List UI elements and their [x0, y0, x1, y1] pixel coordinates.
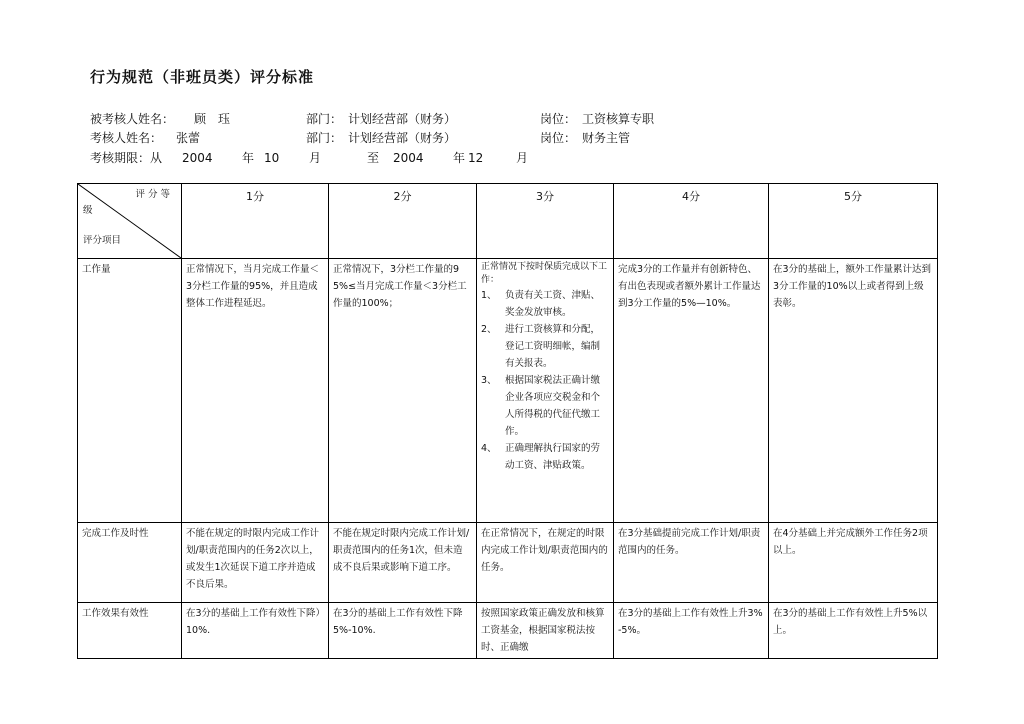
period-to-year: 2004 — [393, 151, 424, 165]
list-item-number: 3、 — [481, 375, 497, 386]
examinee-dept-label: 部门： — [306, 112, 343, 126]
list-item-number: 2、 — [481, 324, 497, 335]
period-label: 考核期限：从 — [90, 151, 163, 165]
examiner-name-label: 考核人姓名： — [90, 131, 163, 145]
list-item-text: 根据国家税法正确计缴企业各项应交税金和个人所得税的代征代缴工作。 — [505, 375, 601, 437]
examinee-name-label: 被考核人姓名： — [90, 112, 175, 126]
examiner-dept-label: 部门： — [306, 131, 343, 145]
examiner-post-label: 岗位： — [540, 131, 577, 145]
period-month-char-1: 月 — [309, 151, 322, 165]
workload-list-intro: 正常情况下按时保质完成以下工作： — [481, 262, 608, 285]
cell-timeliness-3: 在正常情况下，在规定的时限内完成工作计划/职责范围内的任务。 — [477, 523, 614, 603]
list-item — [481, 372, 609, 440]
cell-effectiveness-4: 在3分的基础上工作有效性上升3%-5%。 — [614, 603, 769, 659]
period-to-char: 至 — [367, 151, 380, 165]
list-item-text: 正确理解执行国家的劳动工资、津贴政策。 — [505, 443, 601, 471]
row-item-effectiveness: 工作效果有效性 — [78, 603, 182, 659]
cell-workload-4: 完成3分的工作量并有创新特色、有出色表现或者额外累计工作量达到3分工作量的5%—10%。 — [614, 259, 769, 523]
corner-grade-label: 评分等 — [135, 189, 173, 200]
row-item-timeliness: 完成工作及时性 — [78, 523, 182, 603]
cell-timeliness-5: 在4分基础上并完成额外工作任务2项以上。 — [769, 523, 938, 603]
page-title: 行为规范（非班员类）评分标准 — [90, 68, 315, 86]
period-year-char-2: 年 — [453, 151, 466, 165]
period-year-char-1: 年 — [242, 151, 255, 165]
scoring-table — [77, 183, 938, 659]
examiner-post: 财务主管 — [582, 131, 631, 145]
list-item-text: 进行工资核算和分配，登记工资明细帐，编制有关报表。 — [505, 324, 601, 369]
examiner-dept: 计划经营部（财务） — [348, 131, 457, 145]
cell-effectiveness-1: 在3分的基础上工作有效性下降）10%. — [182, 603, 329, 659]
table-row — [78, 603, 938, 659]
list-item-number: 1、 — [481, 290, 497, 301]
score-header-5: 5分 — [769, 184, 938, 259]
examiner-name: 张蕾 — [176, 131, 201, 145]
period-from-month: 10 — [264, 151, 280, 165]
table-row — [78, 523, 938, 603]
list-item — [481, 287, 609, 321]
row-item-workload: 工作量 — [78, 259, 182, 523]
examinee-dept: 计划经营部（财务） — [348, 112, 457, 126]
corner-item-label: 评分项目 — [83, 235, 122, 246]
cell-timeliness-1: 不能在规定的时限内完成工作计划/职责范围内的任务2次以上，或发生1次延误下道工序并造成不良后果。 — [182, 523, 329, 603]
list-item — [481, 440, 609, 474]
cell-effectiveness-2: 在3分的基础上工作有效性下降5%-10%. — [329, 603, 477, 659]
cell-workload-3 — [477, 259, 614, 523]
score-header-3: 3分 — [477, 184, 614, 259]
table-header-row — [78, 184, 938, 259]
examinee-post: 工资核算专职 — [582, 112, 655, 126]
examinee-name: 顾 珏 — [194, 112, 231, 126]
corner-grade-label-2: 级 — [83, 205, 93, 216]
corner-header-cell — [78, 184, 182, 259]
cell-effectiveness-3: 按照国家政策正确发放和核算工资基金，根据国家税法按时、正确缴 — [477, 603, 614, 659]
cell-workload-5: 在3分的基础上，额外工作量累计达到3分工作量的10%以上或者得到上级表彰。 — [769, 259, 938, 523]
cell-timeliness-2: 不能在规定时限内完成工作计划/职责范围内的任务1次，但未造成不良后果或影响下道工序。 — [329, 523, 477, 603]
score-header-2: 2分 — [329, 184, 477, 259]
cell-timeliness-4: 在3分基础提前完成工作计划/职责范围内的任务。 — [614, 523, 769, 603]
list-item-number: 4、 — [481, 443, 497, 454]
list-item-text: 负责有关工资、津贴、奖金发放审核。 — [505, 290, 601, 318]
cell-effectiveness-5: 在3分的基础上工作有效性上升5%以上。 — [769, 603, 938, 659]
period-month-char-2: 月 — [516, 151, 529, 165]
cell-workload-2: 正常情况下，3分栏工作量的95%≤当月完成工作量＜3分栏工作量的100%； — [329, 259, 477, 523]
cell-workload-1: 正常情况下，当月完成工作量＜3分栏工作量的95%，并且造成整体工作进程延迟。 — [182, 259, 329, 523]
period-from-year: 2004 — [182, 151, 213, 165]
period-to-month: 12 — [468, 151, 484, 165]
score-header-1: 1分 — [182, 184, 329, 259]
table-row — [78, 259, 938, 523]
examinee-post-label: 岗位： — [540, 112, 577, 126]
list-item — [481, 321, 609, 372]
score-header-4: 4分 — [614, 184, 769, 259]
